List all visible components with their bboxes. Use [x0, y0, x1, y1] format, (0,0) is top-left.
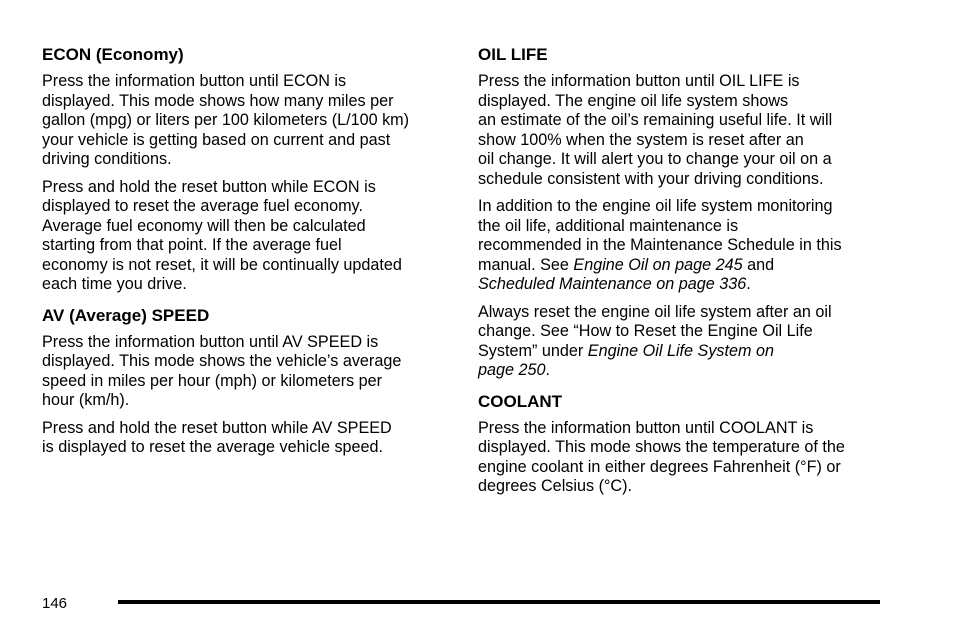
scheduled-maintenance-page-link[interactable]: Scheduled Maintenance on page 336 [478, 275, 747, 293]
oil-life-heading: OIL LIFE [478, 45, 548, 64]
engine-oil-life-system-link[interactable]: Engine Oil Life System on [587, 341, 775, 360]
coolant-heading: COOLANT [478, 391, 563, 411]
oil-life-paragraph-2: In addition to the engine oil life system monitoring the oil life, additional maintenance is recommended in the Maintenance Schedule in this manual. See Engine Oil on page 245 and Scheduled Maintenance on page 336. [478, 197, 842, 293]
coolant-paragraph-1: Press the information button until COOLANT is displayed. This mode shows the temperature of the engine coolant in either degrees Fahrenheit (°F) or degrees Celsius (°C). [478, 418, 845, 495]
engine-oil-page-link[interactable]: Engine Oil on page 245 [573, 255, 743, 274]
oil-life-paragraph-1: Press the information button until OIL LIFE is displayed. The engine oil life system shows an estimate of the oil’s remaining useful life. It will show 100% when the system is reset after an oil change. It will alert you to change your oil on a schedule consistent with your driving conditions. [478, 72, 833, 188]
av-speed-section [42, 305, 452, 458]
coolant-section [478, 391, 890, 497]
av-speed-paragraph-1: Press the information button until AV SPEED is displayed. This mode shows the vehicle’s average speed in miles per hour (mph) or kilometers per hour (km/h). [42, 332, 402, 409]
right-column [478, 44, 890, 507]
econ-heading: ECON (Economy) [42, 45, 184, 64]
econ-paragraph-2: Press and hold the reset button while ECON is displayed to reset the average fuel economy. Average fuel economy will then be calculated starting from that point. If the average fuel economy is not reset, it will be continually updated each time you drive. [42, 177, 402, 293]
left-column [42, 44, 452, 468]
engine-oil-life-system-page-link[interactable]: page 250 [478, 361, 546, 379]
page-number: 146 [42, 595, 68, 612]
econ-paragraph-1: Press the information button until ECON is displayed. This mode shows how many miles per gallon (mpg) or liters per 100 kilometers (L/100 km) your vehicle is getting based on current and past driving conditions. [42, 72, 410, 168]
footer-rule [118, 600, 880, 604]
econ-section [42, 44, 452, 295]
oil-life-section [478, 44, 890, 381]
oil-life-paragraph-3: Always reset the engine oil life system after an oil change. See “How to Reset the Engine Oil Life System” under Engine Oil Life System on page 250. [478, 302, 832, 379]
av-speed-heading: AV (Average) SPEED [42, 305, 210, 325]
av-speed-paragraph-2: Press and hold the reset button while AV SPEED is displayed to reset the average vehicle speed. [42, 418, 392, 456]
